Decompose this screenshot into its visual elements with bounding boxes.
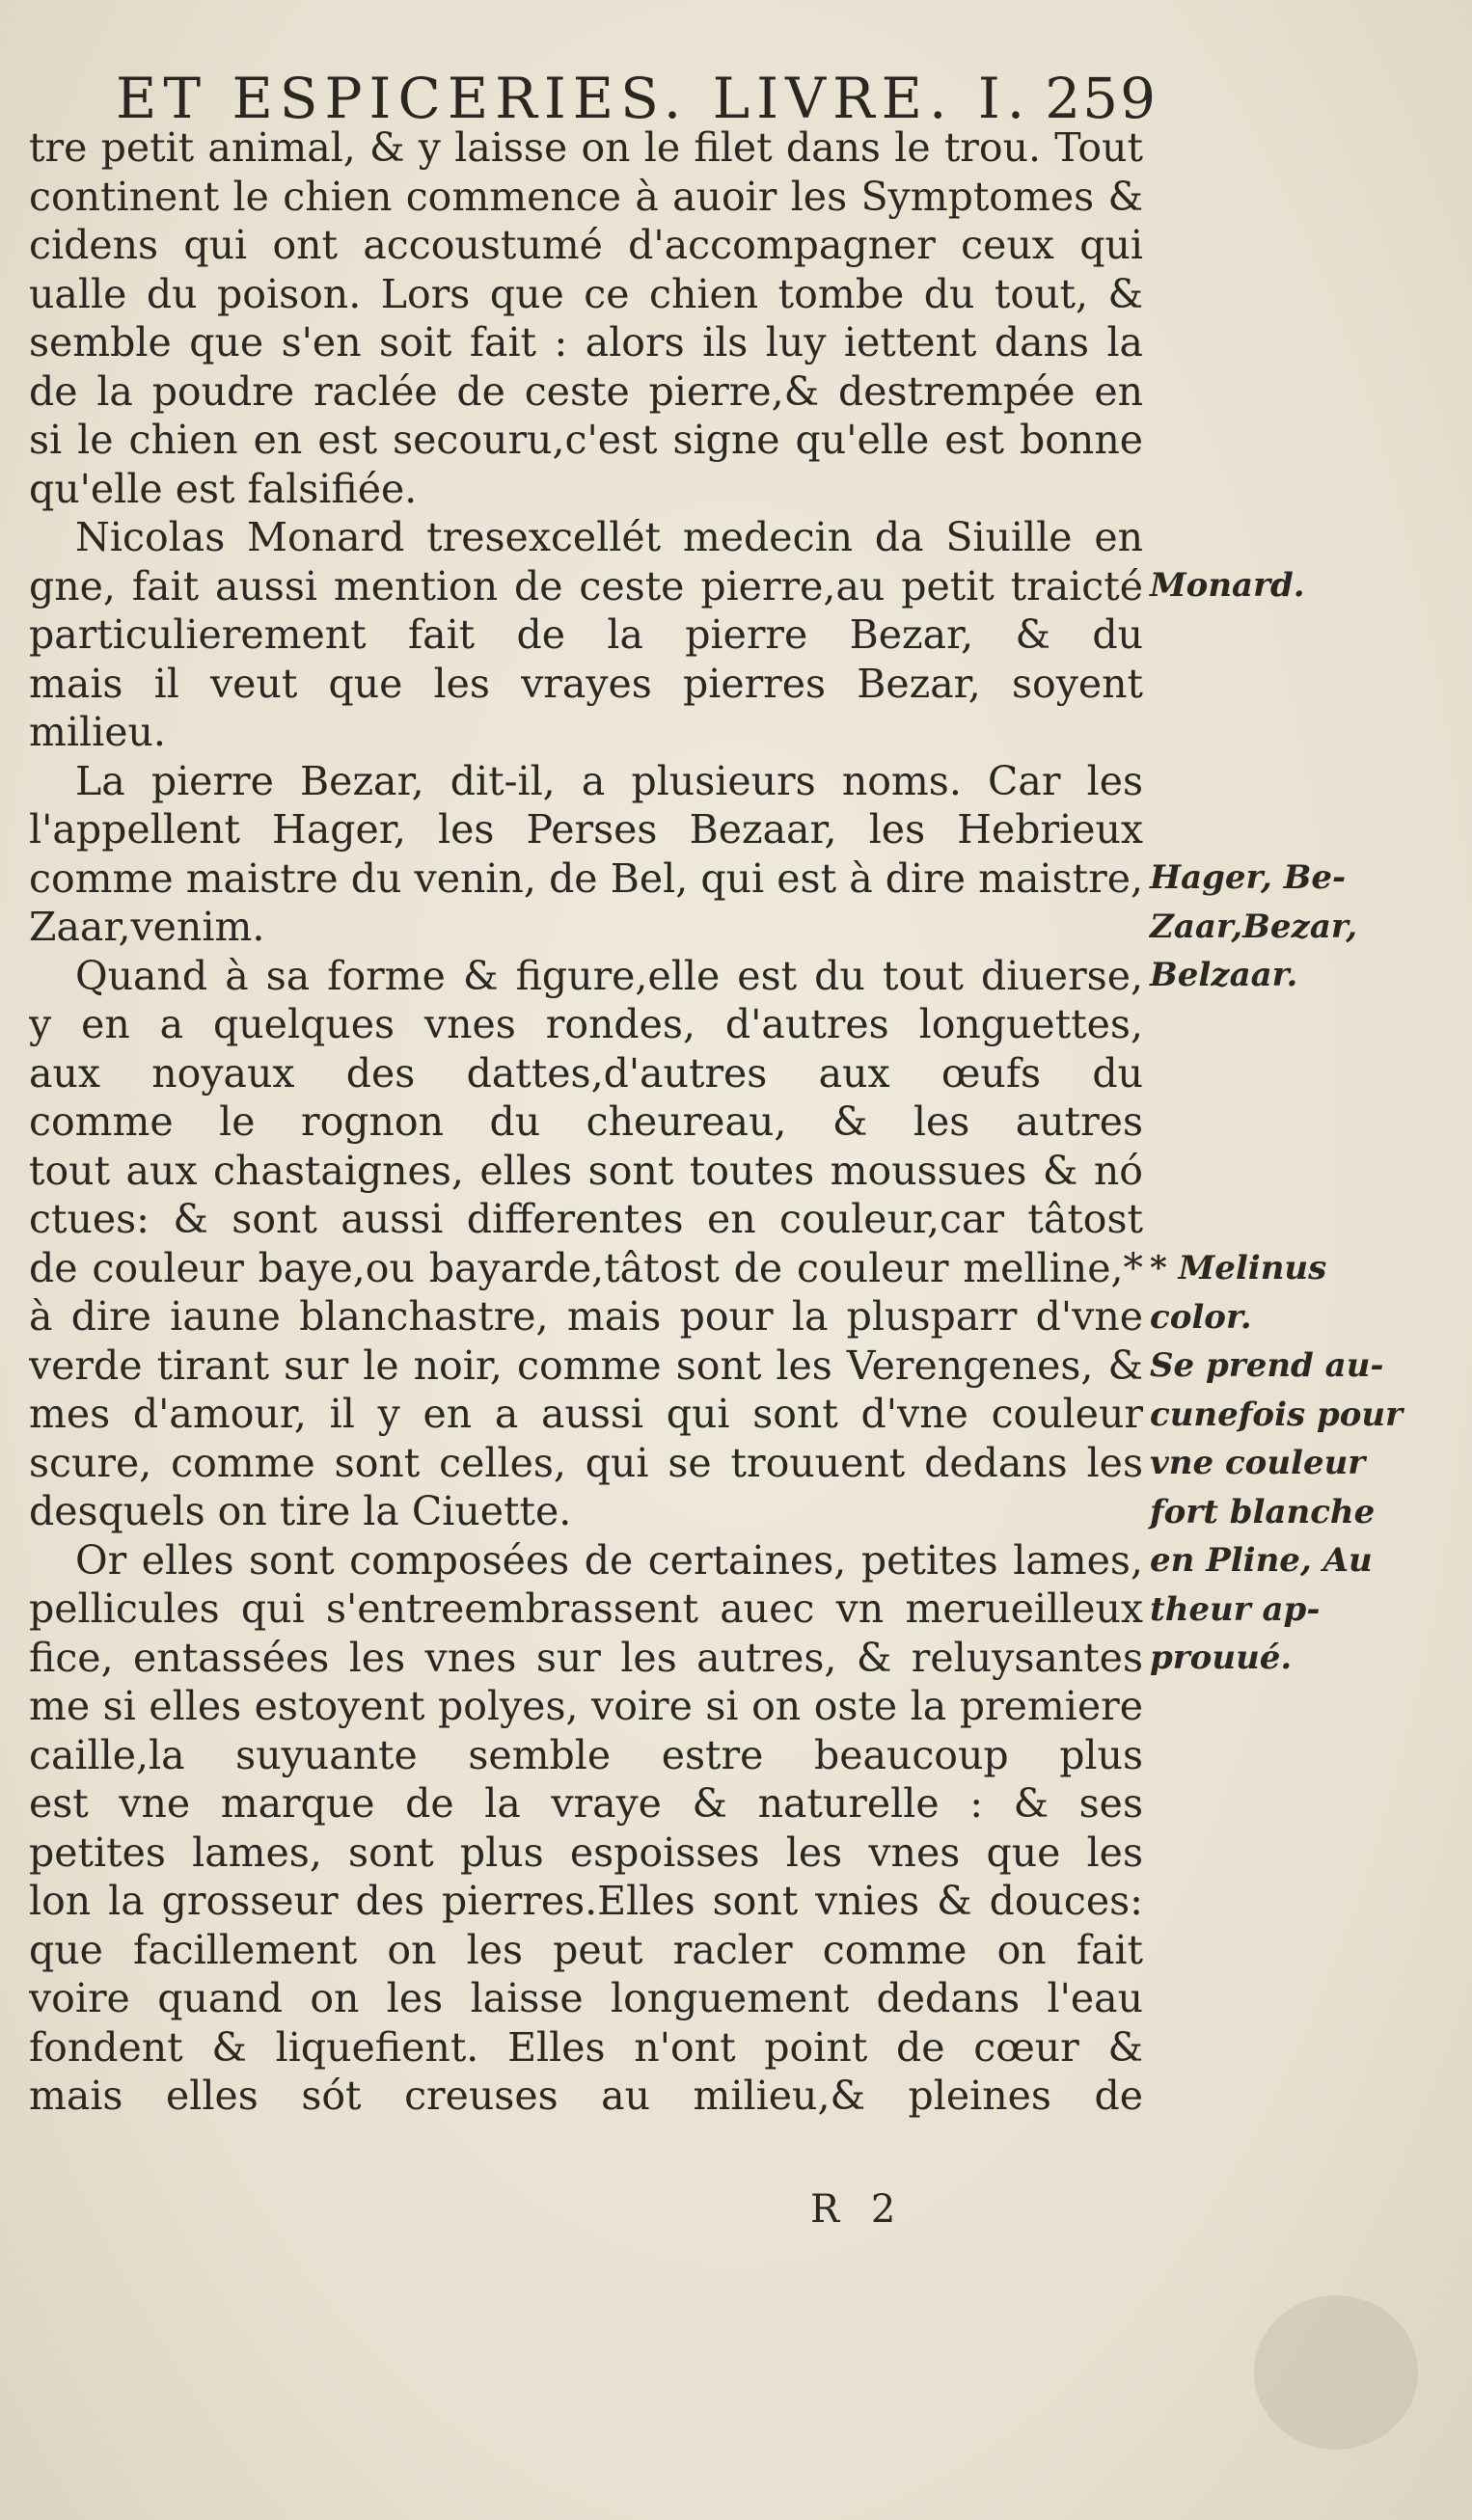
- text-line: scure, comme sont celles, qui se trouuent dedans les: [29, 1439, 1143, 1486]
- text-line: l'appellent Hager, les Perses Bezaar, les Hebrieux: [29, 806, 1143, 853]
- text-line: tout aux chastaignes, elles sont toutes moussues & nó: [29, 1147, 1143, 1194]
- text-line: particulierement fait de la pierre Bezar, & du: [29, 611, 1143, 658]
- margin-note-pline: [1150, 1341, 1458, 1683]
- signature-mark: R 2: [810, 2187, 906, 2232]
- margin-note-line: Se prend au-: [1150, 1346, 1384, 1385]
- margin-note-names: [1150, 854, 1458, 1000]
- margin-note-melinus: [1150, 1244, 1458, 1341]
- text-line: cidens qui ont accoustumé d'accompagner ceux qui: [29, 222, 1143, 268]
- text-line: gne, fait aussi mention de ceste pierre,au petit traicté: [29, 562, 1143, 610]
- text-line: semble que s'en soit fait : alors ils luy iettent dans la: [29, 319, 1143, 366]
- text-line: verde tirant sur le noir, comme sont les Verengenes, &: [29, 1341, 1143, 1389]
- text-line: est vne marque de la vraye & naturelle : & ses: [29, 1780, 1143, 1827]
- text-line: Nicolas Monard tresexcellét medecin da Siuille en: [75, 514, 1143, 560]
- text-line: pellicules qui s'entreembrassent auec vn merueilleux: [29, 1585, 1143, 1632]
- margin-note-line: Belzaar.: [1150, 956, 1298, 994]
- text-line: fice, entassées les vnes sur les autres, & reluysantes: [29, 1634, 1143, 1681]
- text-line: milieu.: [29, 709, 166, 755]
- text-line: me si elles estoyent polyes, voire si on oste la premiere: [29, 1683, 1143, 1729]
- text-line: continent le chien commence à auoir les Symptomes &: [29, 173, 1143, 220]
- text-line: de couleur baye,ou bayarde,tâtost de couleur melline,*: [29, 1244, 1143, 1291]
- text-line: petites lames, sont plus espoisses les vnes que les: [29, 1829, 1143, 1876]
- margin-note-line: vne couleur: [1150, 1444, 1366, 1482]
- text-line: La pierre Bezar, dit-il, a plusieurs noms. Car les: [75, 757, 1143, 804]
- margin-note-line: cunefois pour: [1150, 1395, 1404, 1434]
- text-line: si le chien en est secouru,c'est signe qu'elle est bonne: [29, 417, 1143, 463]
- text-line: Zaar,venim.: [29, 904, 265, 950]
- page-number: 259: [1045, 66, 1158, 131]
- text-line: y en a quelques vnes rondes, d'autres longuettes,: [29, 1001, 1143, 1047]
- text-line: comme le rognon du cheureau, & les autres: [29, 1098, 1143, 1145]
- text-line: lon la grosseur des pierres.Elles sont vnies & douces:: [29, 1878, 1143, 1924]
- margin-note-line: en Pline, Au: [1150, 1541, 1373, 1580]
- text-line: voire quand on les laisse longuement dedans l'eau: [29, 1975, 1143, 2021]
- text-line: caille,la suyuante semble estre beaucoup plus: [29, 1731, 1143, 1778]
- text-line: de la poudre raclée de ceste pierre,& destrempée en: [29, 367, 1143, 415]
- margin-note-line: color.: [1150, 1297, 1252, 1337]
- margin-note-monard: [1150, 561, 1458, 610]
- text-line: aux noyaux des dattes,d'autres aux œufs du: [29, 1049, 1143, 1097]
- text-line: ualle du poison. Lors que ce chien tombe du tout, &: [29, 270, 1143, 317]
- text-line: desquels on tire la Ciuette.: [29, 1488, 572, 1534]
- margin-note-line: Zaar,Bezar,: [1150, 907, 1358, 946]
- margin-note-line: * Melinus: [1150, 1249, 1327, 1287]
- main-text-column: [29, 123, 1143, 2121]
- margin-note-line: fort blanche: [1150, 1492, 1376, 1531]
- text-line: Or elles sont composées de certaines, petites lames,: [75, 1536, 1143, 1584]
- text-line: comme maistre du venin, de Bel, qui est à dire maistre,: [29, 854, 1143, 902]
- text-line: que facillement on les peut racler comme on fait: [29, 1926, 1143, 1973]
- text-line: ctues: & sont aussi differentes en couleur,car tâtost: [29, 1196, 1143, 1242]
- text-line: Quand à sa forme & figure,elle est du tout diuerse,: [75, 952, 1143, 999]
- margin-note-line: Monard.: [1150, 566, 1305, 605]
- text-line: fondent & liquefient. Elles n'ont point de cœur &: [29, 2023, 1143, 2071]
- text-line: tre petit animal, & y laisse on le filet dans le trou. Tout: [29, 124, 1143, 171]
- margin-note-line: prouué.: [1150, 1639, 1293, 1677]
- foxing-stain: [1254, 2295, 1418, 2450]
- text-line: mais elles sót creuses au milieu,& pleines de: [29, 2073, 1143, 2119]
- running-title: ET ESPICERIES. LIVRE. I.: [116, 66, 1032, 131]
- text-line: qu'elle est falsifiée.: [29, 465, 418, 512]
- margin-note-line: theur ap-: [1150, 1589, 1321, 1629]
- text-line: mes d'amour, il y en a aussi qui sont d'vne couleur: [29, 1391, 1143, 1437]
- text-line: mais il veut que les vrayes pierres Bezar, soyent: [29, 660, 1143, 707]
- margin-note-line: Hager, Be-: [1150, 858, 1347, 897]
- text-line: à dire iaune blanchastre, mais pour la plusparr d'vne: [29, 1293, 1143, 1340]
